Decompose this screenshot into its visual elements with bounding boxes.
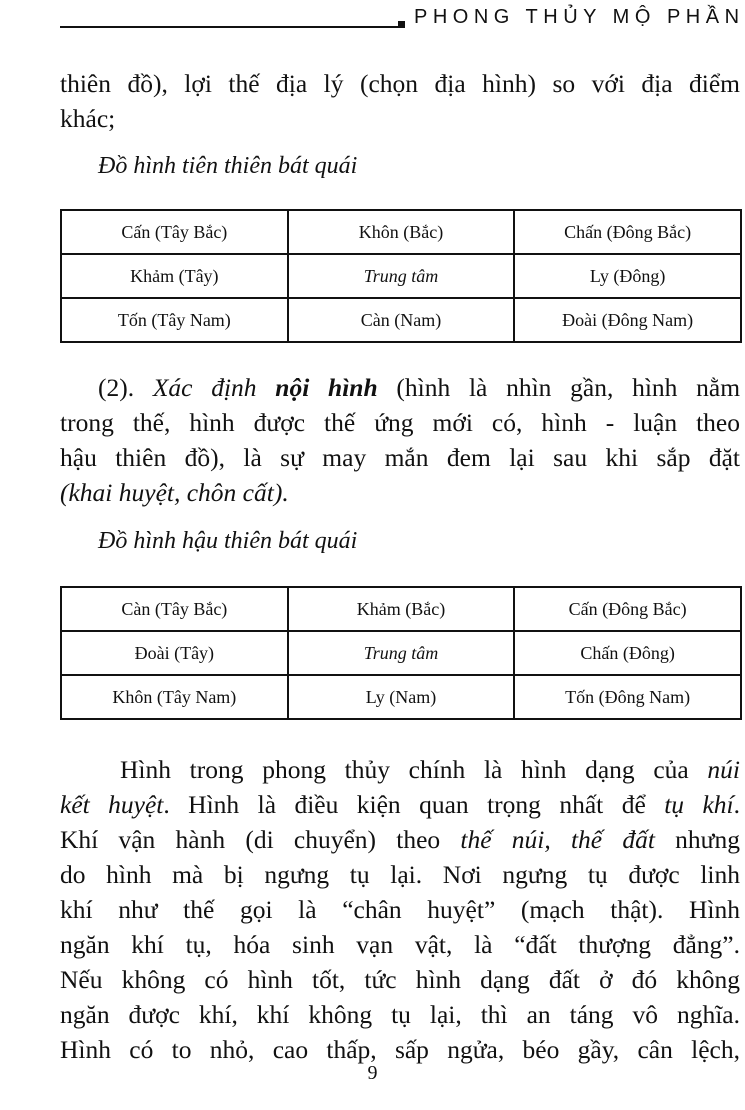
para3-line-1 [60, 752, 740, 787]
intro-line-2: khác; [60, 104, 116, 133]
table-cell-center: Trung tâm [288, 631, 515, 675]
para2-line-4 [60, 475, 740, 510]
table-cell: Ly (Nam) [288, 675, 515, 719]
para2-number: (2). [98, 373, 135, 402]
table1-grid [60, 209, 742, 343]
page-number: 9 [367, 1062, 378, 1084]
para2-line-1-rest: (hình là nhìn gần, hình nằm [396, 373, 741, 402]
para3-line-3 [60, 822, 740, 857]
table2-caption: Đồ hình hậu thiên bát quái [98, 528, 358, 554]
para3-l2c: tụ khí [664, 790, 734, 819]
para3-l2a: kết huyệt [60, 790, 164, 819]
table-row [61, 587, 741, 631]
table-cell: Càn (Tây Bắc) [61, 587, 288, 631]
header-bullet-icon [398, 21, 405, 28]
table-cell: Cấn (Đông Bắc) [514, 587, 741, 631]
table-row [61, 298, 741, 342]
para3-l2d: . [733, 790, 740, 819]
para3-l3c: nhưng [675, 825, 740, 854]
header-rule [60, 26, 398, 28]
table1-caption: Đồ hình tiên thiên bát quái [98, 153, 358, 179]
running-header [60, 6, 745, 34]
table-cell: Khôn (Tây Nam) [61, 675, 288, 719]
table2-grid [60, 586, 742, 720]
table-row [61, 210, 741, 254]
table-row [61, 254, 741, 298]
table-cell-center: Trung tâm [288, 254, 515, 298]
para2-bold-term: nội hình [275, 373, 378, 402]
para3-line-2 [60, 787, 740, 822]
para3-line-4: do hình mà bị ngưng tụ lại. Nơi ngưng tụ được linh [60, 860, 740, 889]
para3-l2b: . Hình là điều kiện quan trọng nhất để [163, 790, 646, 819]
table-cell: Khảm (Bắc) [288, 587, 515, 631]
table-cell: Khôn (Bắc) [288, 210, 515, 254]
table-cell: Càn (Nam) [288, 298, 515, 342]
table-cell: Đoài (Đông Nam) [514, 298, 741, 342]
para3-line-9: Hình có to nhỏ, cao thấp, sấp ngửa, béo gầy, cân lệch, [60, 1035, 740, 1064]
para3-l3a: Khí vận hành (di chuyển) theo [60, 825, 441, 854]
table-row [61, 675, 741, 719]
table-cell: Chấn (Đông Bắc) [514, 210, 741, 254]
para3-line-6: ngăn khí tụ, hóa sinh vạn vật, là “đất thượng đẳng”. [60, 930, 740, 959]
table-cell: Cấn (Tây Bắc) [61, 210, 288, 254]
para2-line-4-text: (khai huyệt, chôn cất). [60, 478, 289, 507]
para3-l1a: Hình trong phong thủy chính là hình dạng của [120, 755, 689, 784]
header-title: PHONG THỦY MỘ PHẦN [414, 6, 745, 28]
para2-line-3: hậu thiên đồ), là sự may mắn đem lại sau khi sắp đặt [60, 443, 740, 472]
para2-line-2: trong thế, hình được thế ứng mới có, hình - luận theo [60, 408, 740, 437]
para2-line-1 [60, 370, 740, 405]
table-cell: Tốn (Tây Nam) [61, 298, 288, 342]
para3-line-5: khí như thế gọi là “chân huyệt” (mạch thật). Hình [60, 895, 740, 924]
table-cell: Ly (Đông) [514, 254, 741, 298]
para3-line-8: ngăn được khí, khí không tụ lại, thì an táng vô nghĩa. [60, 1000, 740, 1029]
table-cell: Tốn (Đông Nam) [514, 675, 741, 719]
para3-l3b: thế núi, thế đất [460, 825, 655, 854]
table-row [61, 631, 741, 675]
para3-l1b: núi [707, 755, 740, 784]
table-cell: Khảm (Tây) [61, 254, 288, 298]
table-cell: Chấn (Đông) [514, 631, 741, 675]
para3-line-7: Nếu không có hình tốt, tức hình dạng đất ở đó không [60, 965, 740, 994]
table-cell: Đoài (Tây) [61, 631, 288, 675]
para2-italic-lead: Xác định [152, 373, 257, 402]
intro-line-1: thiên đồ), lợi thế địa lý (chọn địa hình) so với địa điểm [60, 69, 740, 98]
